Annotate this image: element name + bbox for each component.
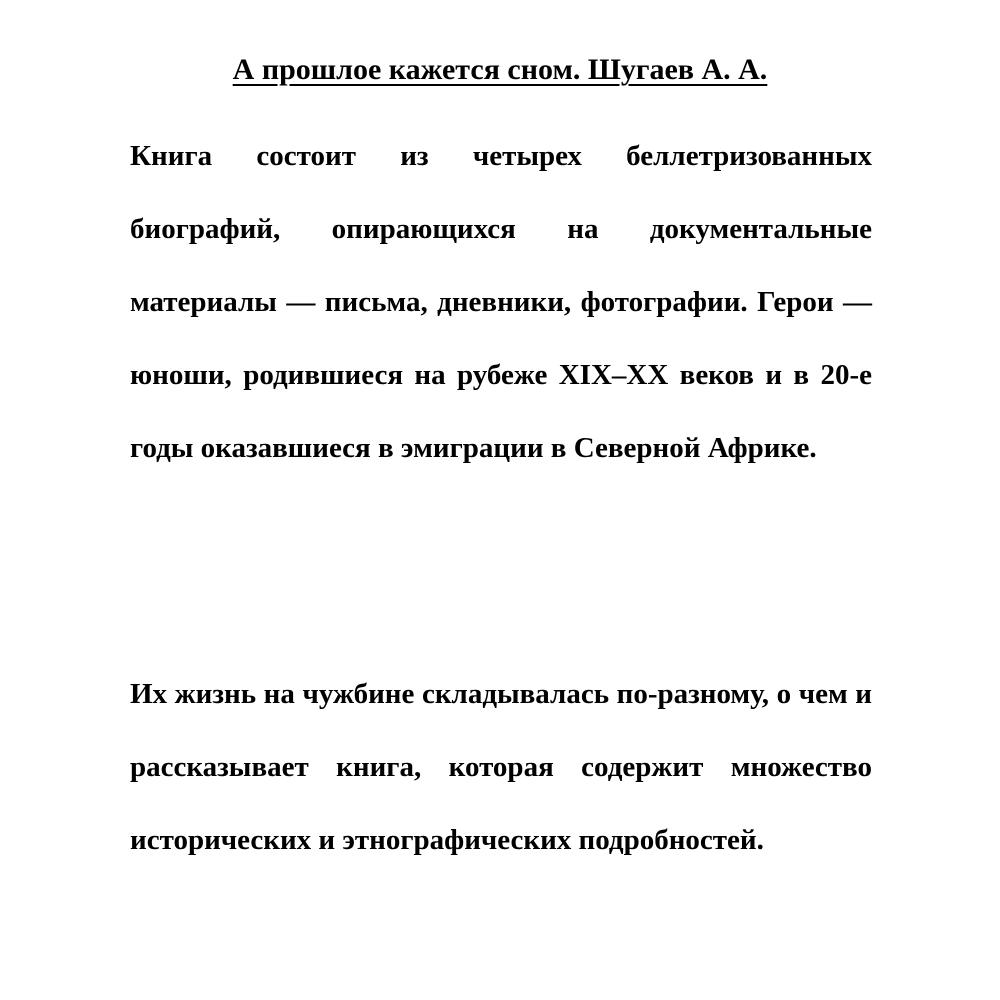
document-title: А прошлое кажется сном. Шугаев А. А.	[232, 53, 768, 86]
paragraph-description: Книга состоит из четырех беллетризованных биографий, опирающихся на документальные материалы — письма, дневники, фотографии. Герои — юноши, родившиеся на рубеже XIX–XX веков и в 20-е годы оказавшиеся в эмиграции в Северной Африке.	[130, 140, 872, 464]
paragraph-summary: Их жизнь на чужбине складывалась по-разному, о чем и рассказывает книга, которая содержит множество исторических и этнографических подробностей.	[130, 678, 872, 856]
